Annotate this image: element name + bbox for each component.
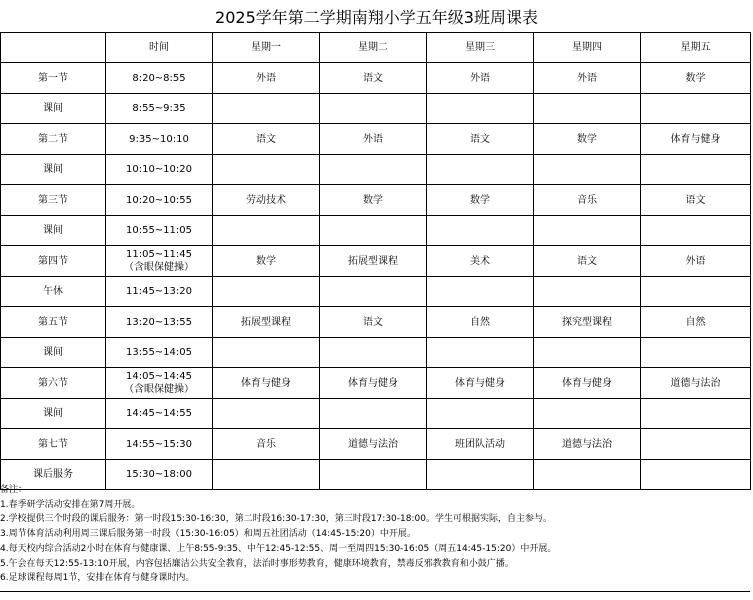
table-row <box>1 368 751 399</box>
time-range: 10:10~10:20 <box>125 164 192 175</box>
schedule-table <box>0 32 751 490</box>
header-day-cell: 星期五 <box>641 33 751 63</box>
subject-cell <box>213 277 320 307</box>
note-item: 5.午会在每天12:55-13:10开展，内容包括廉洁公共安全教育，法治时事形势教育，健康环境教育，禁毒反邪教教育和小鼓广播。 <box>0 558 514 569</box>
subject-cell: 拓展型课程 <box>320 246 427 277</box>
subject-cell <box>534 94 641 124</box>
subject-cell <box>534 216 641 246</box>
subject-cell: 语文 <box>641 185 751 216</box>
subject-cell <box>534 399 641 429</box>
table-row <box>1 399 751 429</box>
table-row <box>1 124 751 155</box>
subject-cell <box>534 338 641 368</box>
time-range: 10:55~11:05 <box>125 225 192 236</box>
time-cell <box>106 307 213 338</box>
subject-cell <box>213 216 320 246</box>
subject-cell: 体育与健身 <box>641 124 751 155</box>
table-row <box>1 307 751 338</box>
time-range: 15:30~18:00 <box>125 469 192 480</box>
time-cell <box>106 338 213 368</box>
subject-cell <box>320 399 427 429</box>
time-range: 14:45~14:55 <box>125 408 192 419</box>
subject-cell: 外语 <box>534 63 641 94</box>
subject-cell: 音乐 <box>213 429 320 460</box>
subject-cell: 自然 <box>641 307 751 338</box>
header-day-cell: 星期一 <box>213 33 320 63</box>
subject-cell <box>320 277 427 307</box>
table-row <box>1 338 751 368</box>
time-range: 13:55~14:05 <box>125 347 192 358</box>
table-row <box>1 63 751 94</box>
table-row <box>1 94 751 124</box>
subject-cell <box>427 216 534 246</box>
subject-cell: 外语 <box>213 63 320 94</box>
subject-cell: 美术 <box>427 246 534 277</box>
subject-cell <box>534 155 641 185</box>
bottom-divider <box>0 591 750 592</box>
time-range: 8:55~9:35 <box>132 103 186 114</box>
subject-cell: 外语 <box>320 124 427 155</box>
subject-cell: 探究型课程 <box>534 307 641 338</box>
time-range: 10:20~10:55 <box>125 194 192 206</box>
subject-cell <box>641 399 751 429</box>
subject-cell <box>427 94 534 124</box>
time-note: （含眼保健操） <box>124 262 194 273</box>
subject-cell <box>213 338 320 368</box>
subject-cell: 道德与法治 <box>641 368 751 399</box>
time-cell <box>106 216 213 246</box>
header-day-cell: 星期三 <box>427 33 534 63</box>
table-row <box>1 216 751 246</box>
subject-cell: 语文 <box>427 124 534 155</box>
subject-cell <box>641 155 751 185</box>
subject-cell: 音乐 <box>534 185 641 216</box>
notes-heading: 备注： <box>0 485 28 495</box>
header-row <box>1 33 751 63</box>
subject-cell: 自然 <box>427 307 534 338</box>
subject-cell: 语文 <box>320 63 427 94</box>
subject-cell: 数学 <box>534 124 641 155</box>
subject-cell <box>213 399 320 429</box>
time-cell <box>106 368 213 399</box>
subject-cell <box>534 277 641 307</box>
subject-cell <box>213 155 320 185</box>
subject-cell <box>641 94 751 124</box>
time-range: 11:05~11:45 <box>125 249 192 260</box>
header-time-cell: 时间 <box>106 33 213 63</box>
time-range: 9:35~10:10 <box>129 133 189 145</box>
subject-cell <box>320 94 427 124</box>
subject-cell <box>427 277 534 307</box>
subject-cell: 体育与健身 <box>427 368 534 399</box>
page-title: 2025学年第二学期南翔小学五年级3班周课表 <box>215 8 538 27</box>
time-cell <box>106 277 213 307</box>
time-cell <box>106 124 213 155</box>
header-day-cell: 星期二 <box>320 33 427 63</box>
time-cell <box>106 155 213 185</box>
table-row <box>1 277 751 307</box>
subject-cell <box>427 155 534 185</box>
subject-cell <box>641 429 751 460</box>
subject-cell: 劳动技术 <box>213 185 320 216</box>
note-item: 3.周节体育活动利用周三课后服务第一时段（15:30-16:05）和周五社团活动（14:45-15:20）中开展。 <box>0 529 416 540</box>
time-cell <box>106 63 213 94</box>
subject-cell <box>320 155 427 185</box>
time-note: （含眼保健操） <box>124 384 194 395</box>
table-row <box>1 246 751 277</box>
period-label-cell: 课间 <box>1 155 106 185</box>
subject-cell: 体育与健身 <box>213 368 320 399</box>
subject-cell: 体育与健身 <box>320 368 427 399</box>
time-range: 11:45~13:20 <box>125 286 192 297</box>
period-label-cell: 课后服务 <box>1 460 106 490</box>
subject-cell <box>641 338 751 368</box>
time-cell <box>106 185 213 216</box>
time-cell <box>106 399 213 429</box>
time-cell <box>106 429 213 460</box>
period-label-cell: 课间 <box>1 338 106 368</box>
notes-section <box>0 483 753 586</box>
subject-cell <box>320 216 427 246</box>
note-item: 4.每天校内综合活动2小时在体育与健康课、上午8:55-9:35、中午12:45-12:55、周一至周四15:30-16:05（周五14:45-15:20）中开展。 <box>0 543 557 554</box>
period-label-cell: 第一节 <box>1 63 106 94</box>
subject-cell: 体育与健身 <box>534 368 641 399</box>
subject-cell: 外语 <box>427 63 534 94</box>
subject-cell: 道德与法治 <box>534 429 641 460</box>
time-cell <box>106 246 213 277</box>
time-cell <box>106 94 213 124</box>
subject-cell: 语文 <box>320 307 427 338</box>
header-day-cell: 星期四 <box>534 33 641 63</box>
subject-cell: 数学 <box>213 246 320 277</box>
period-label-cell: 第六节 <box>1 368 106 399</box>
subject-cell: 拓展型课程 <box>213 307 320 338</box>
subject-cell: 外语 <box>641 246 751 277</box>
subject-cell: 数学 <box>427 185 534 216</box>
subject-cell: 语文 <box>213 124 320 155</box>
table-row <box>1 429 751 460</box>
time-range: 8:20~8:55 <box>132 72 186 84</box>
table-row <box>1 155 751 185</box>
subject-cell <box>427 338 534 368</box>
subject-cell <box>213 94 320 124</box>
subject-cell <box>320 338 427 368</box>
subject-cell <box>641 216 751 246</box>
subject-cell: 语文 <box>534 246 641 277</box>
note-item: 1.春季研学活动安排在第7周开展。 <box>0 499 141 510</box>
time-range: 14:55~15:30 <box>125 438 192 450</box>
header-corner-cell <box>1 33 106 63</box>
subject-cell <box>427 399 534 429</box>
time-range: 14:05~14:45 <box>125 371 192 382</box>
period-label-cell: 第三节 <box>1 185 106 216</box>
period-label-cell: 课间 <box>1 94 106 124</box>
note-item: 6.足球课程每周1节，安排在体育与健身课时内。 <box>0 573 195 584</box>
period-label-cell: 课间 <box>1 399 106 429</box>
note-item: 2.学校提供三个时段的课后服务：第一时段15:30-16:30，第二时段16:30-17:30，第三时段17:30-18:00。学生可根据实际，自主参与。 <box>0 514 552 525</box>
time-range: 13:20~13:55 <box>125 316 192 328</box>
subject-cell: 道德与法治 <box>320 429 427 460</box>
subject-cell: 数学 <box>641 63 751 94</box>
period-label-cell: 课间 <box>1 216 106 246</box>
subject-cell: 班团队活动 <box>427 429 534 460</box>
period-label-cell: 第五节 <box>1 307 106 338</box>
period-label-cell: 午休 <box>1 277 106 307</box>
period-label-cell: 第七节 <box>1 429 106 460</box>
table-row <box>1 185 751 216</box>
period-label-cell: 第四节 <box>1 246 106 277</box>
subject-cell: 数学 <box>320 185 427 216</box>
period-label-cell: 第二节 <box>1 124 106 155</box>
subject-cell <box>641 277 751 307</box>
